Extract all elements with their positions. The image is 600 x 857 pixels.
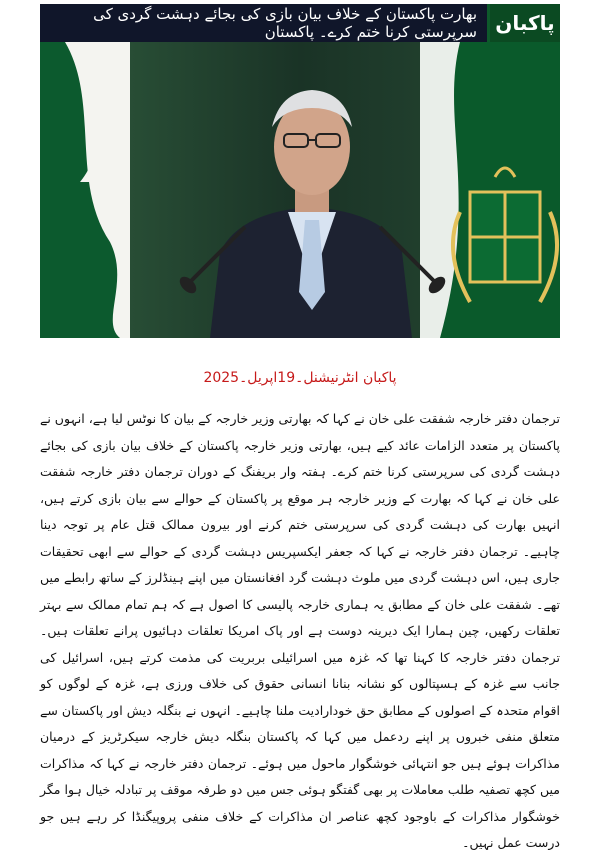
headline: بھارت پاکستان کے خلاف بیان بازی کی بجائے دہشت گردی کی سرپرستی کرنا ختم کرے۔ پاکستان: [40, 4, 490, 42]
press-briefing-photo: [40, 42, 560, 338]
flag-left: [40, 42, 130, 338]
header-banner: [40, 4, 560, 42]
photo-illustration: [40, 42, 560, 338]
dateline: پاکبان انٹرنیشنل۔19اپریل۔2025: [203, 370, 397, 386]
article-body: ترجمان دفتر خارجہ شفقت علی خان نے کہا کہ بھارتی وزیر خارجہ کے بیان کا نوٹس لیا ہے، انہوں نے پاکستان پر متعدد الزامات عائد کیے ہیں، بھارتی وزیر خارجہ پاکستان کے خلاف بیان بازی کی بجائے دہشت گردی کی سرپرستی کرنا ختم کرے۔ ہفتہ وار بریفنگ کے دوران ترجمان دفتر خارجہ شفقت علی خان نے کہا کہ بھارت کے وزیر خارجہ ہر موقع پر پاکستان کے حوالے سے بیان بازی کرتے ہیں، انہیں بھارت کی دہشت گردی کی سرپرستی ختم کرنے اور بیرون ممالک قتل عام پر توجہ دینا چاہیے۔ ترجمان دفتر خارجہ نے کہا کہ جعفر ایکسپریس دہشت گردی کے حوالے سے ابھی تحقیقات جاری ہیں، اس دہشت گردی میں ملوث دہشت گرد افغانستان میں اپنے ہینڈلرز کے ساتھ رابطے میں تھے۔ شفقت علی خان کے مطابق یہ ہماری خارجہ پالیسی کا اصول ہے کہ ہم تمام ممالک سے بہتر تعلقات رکھیں، چین ہمارا ایک دیرینہ دوست ہے اور پاک امریکا تعلقات دہائیوں پرانے تعلقات ہیں۔ ترجمان دفتر خارجہ کا کہنا تھا کہ غزہ میں اسرائیلی بربریت کی مذمت کرتے ہیں، اسرائیل کی جانب سے غزہ کے ہسپتالوں کو نشانہ بنانا انسانی حقوق کی خلاف ورزی ہے، غزہ کے لوگوں کو اقوام متحدہ کے اصولوں کے مطابق حق خودارادیت ملنا چاہیے۔ انہوں نے بنگلہ دیش اور پاکستان سے متعلق منفی خبروں پر اپنے ردعمل میں کہا کہ پاکستان بنگلہ دیش خارجہ سیکرٹریز کے درمیان مذاکرات ہوئے ہیں جو انتہائی خوشگوار ماحول میں ہوئے۔ ترجمان دفتر خارجہ نے کہا کہ مذاکرات میں کچھ تصفیہ طلب معاملات پر بھی گفتگو ہوئی جس میں دو طرفہ موقف پر تبادلہ خیال ہوا مگر خوشگوار مذاکرات کے باوجود کچھ عناصر ان مذاکرات کے خلاف منفی پروپیگنڈا کر رہے ہیں جو درست عمل نہیں۔: [40, 411, 560, 850]
flag-right: [420, 42, 560, 338]
brand-logo[interactable]: پاکبان: [490, 4, 560, 42]
